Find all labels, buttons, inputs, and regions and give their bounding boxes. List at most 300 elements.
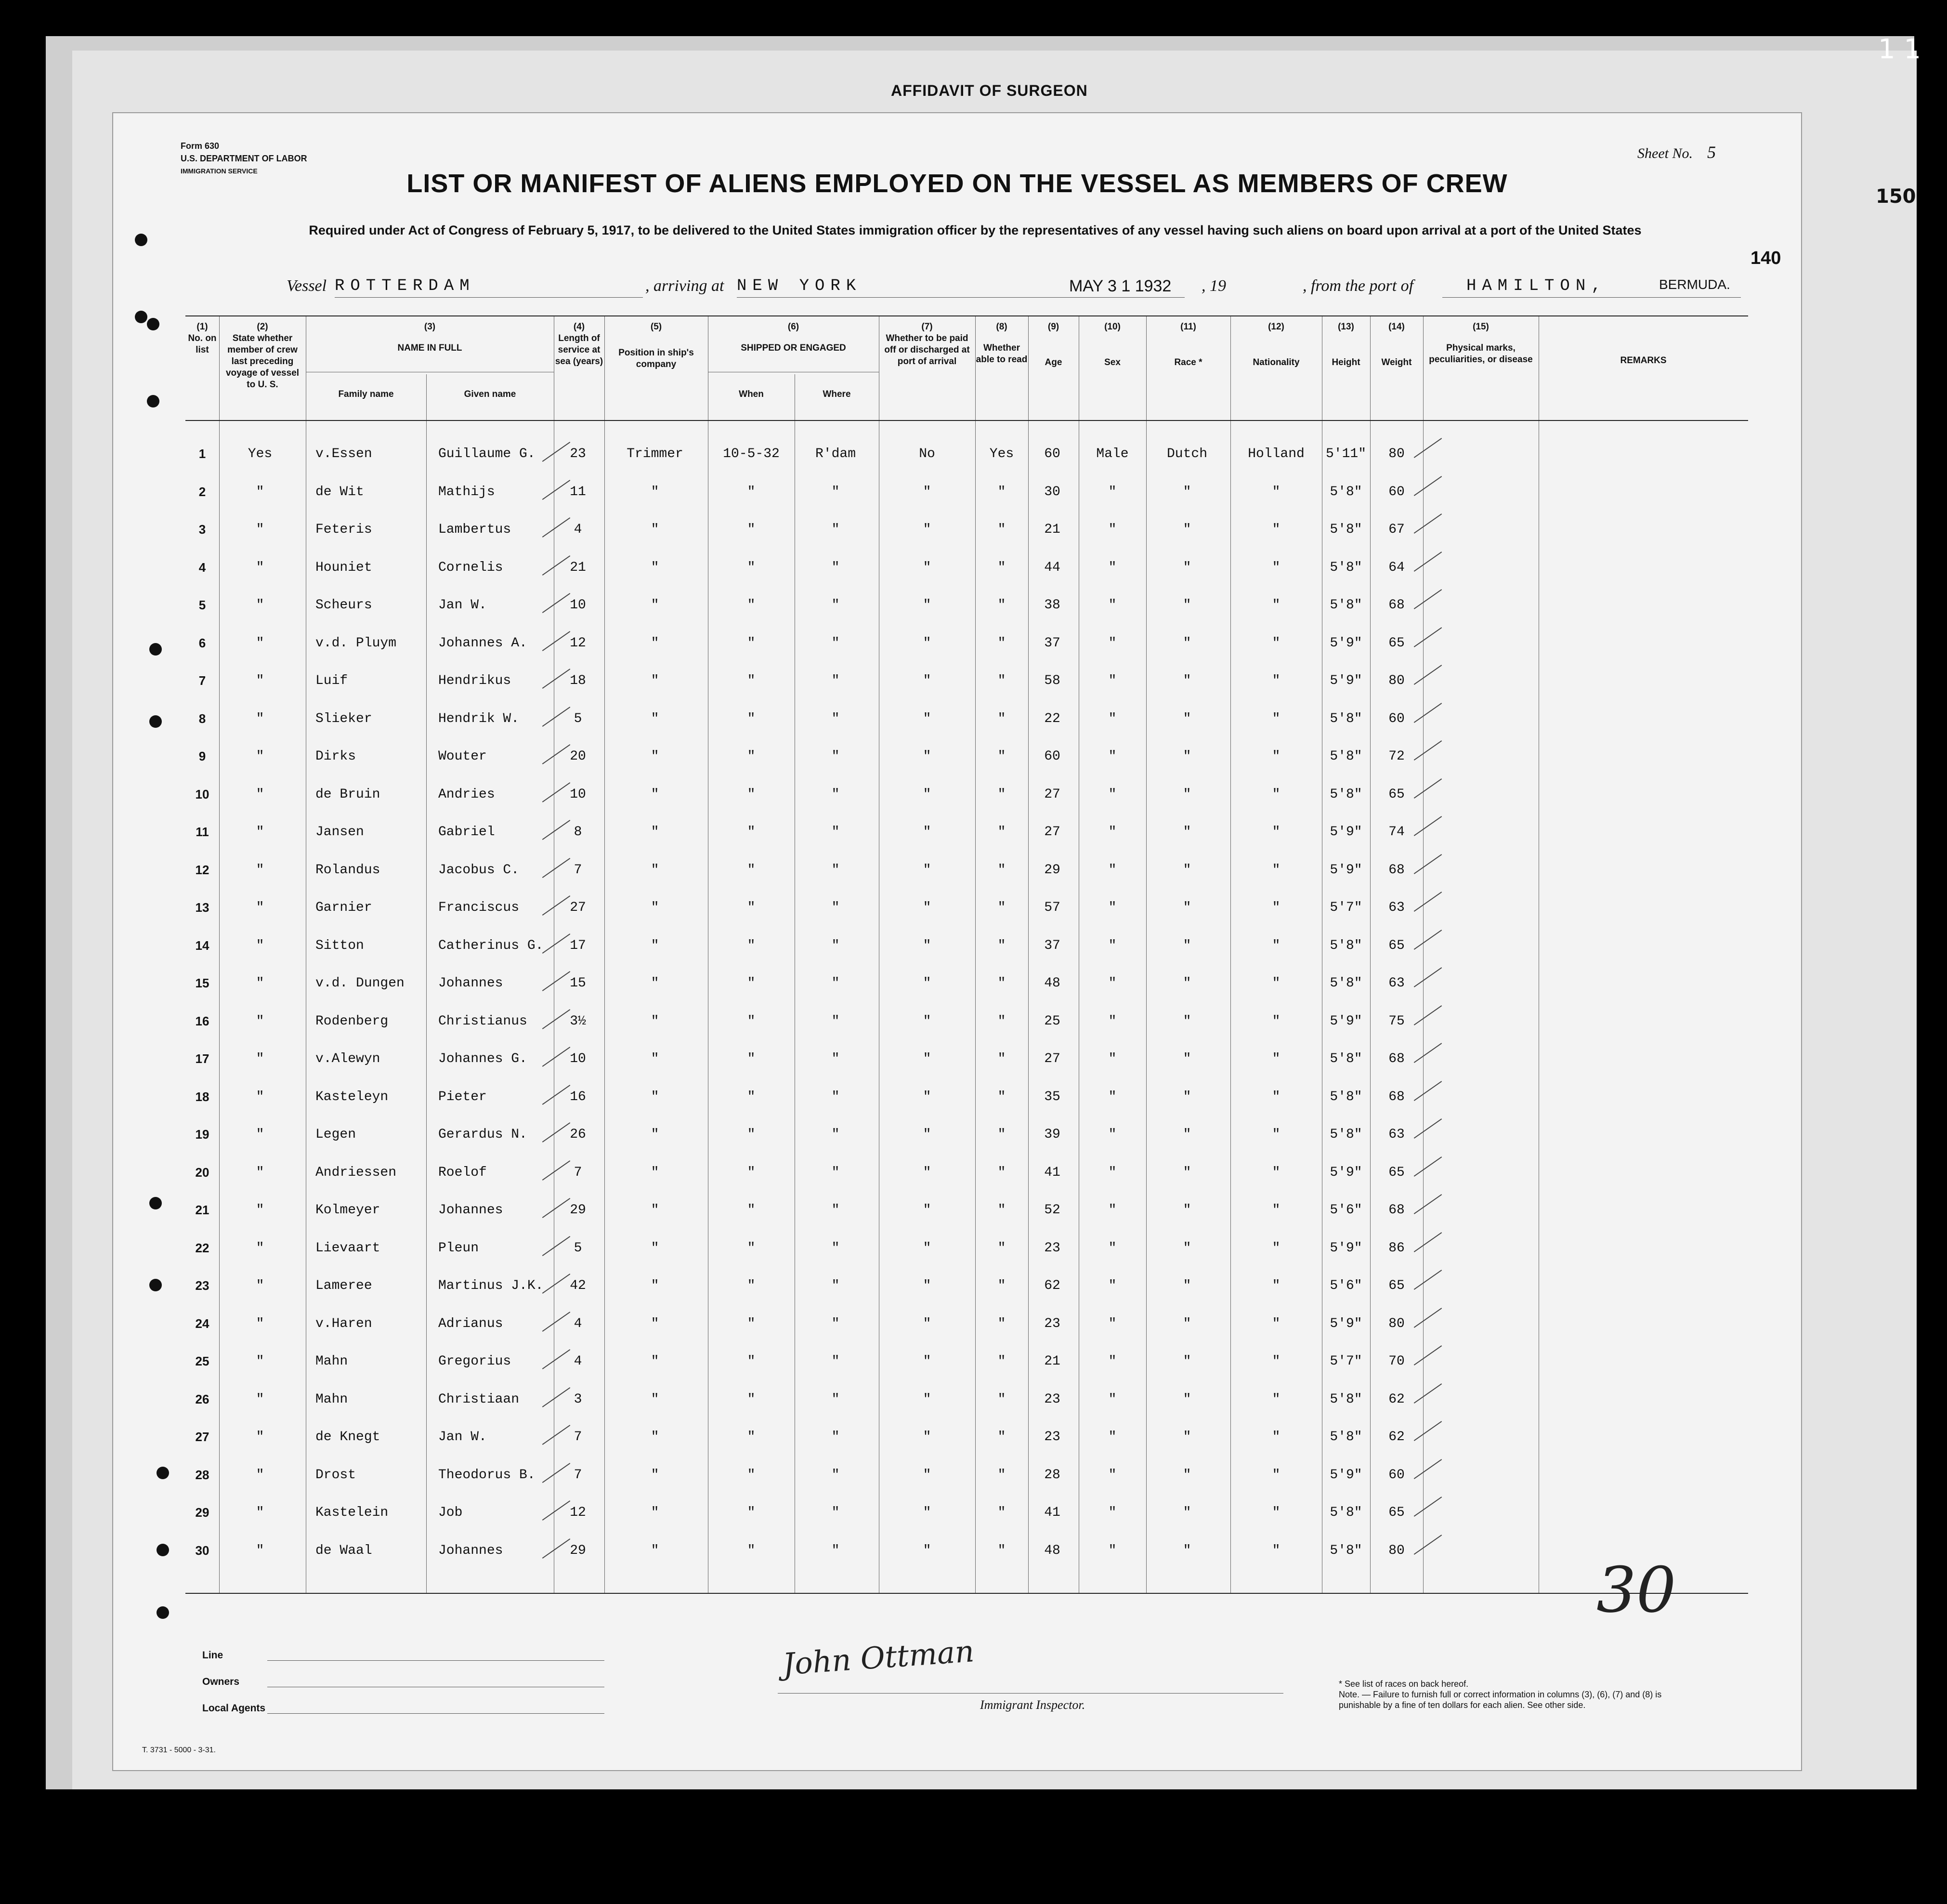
cell-paid-off: " [923,749,931,764]
cell-no: 4 [198,560,206,575]
cell-age: 23 [1044,1316,1060,1331]
check-mark [542,895,570,916]
cell-family: Legen [315,1127,356,1142]
cell-read: " [997,825,1006,840]
cell-race: " [1183,976,1191,991]
col8-num: (8) [996,322,1007,332]
cell-service: 7 [574,862,582,878]
cell-service: 10 [570,598,586,613]
check-mark [1414,1270,1442,1290]
cell-race: " [1183,787,1191,802]
cell-age: 44 [1044,560,1060,575]
cell-paid-off: No [919,446,935,461]
check-mark [1414,1118,1442,1139]
cell-paid-off: " [923,711,931,726]
cell-where: " [831,1430,840,1444]
inspector-label: Immigrant Inspector. [980,1698,1085,1712]
cell-race: " [1183,1316,1191,1331]
col10-label: Sex [1104,357,1121,368]
cell-prev: " [256,598,264,613]
cell-nationality: " [1272,1089,1281,1104]
check-mark [542,1274,570,1294]
cell-position: " [651,976,659,991]
cell-nationality: " [1272,1543,1281,1558]
cell-position: " [651,862,659,878]
cell-race: " [1183,749,1191,764]
check-mark [542,555,570,576]
check-mark [1414,778,1442,799]
cell-weight: 65 [1388,635,1405,651]
col-divider [1370,316,1371,1593]
agents-field [267,1713,604,1714]
col8-label: Whether able to read [976,343,1028,365]
cell-race: " [1183,1127,1191,1142]
cell-service: 27 [570,900,586,915]
cell-age: 48 [1044,1543,1060,1558]
cell-weight: 65 [1388,1165,1405,1180]
cell-read: " [997,938,1006,953]
cell-prev: " [256,1505,264,1520]
arriving-port: NEW YORK [737,277,862,295]
header-rule [185,420,1748,421]
check-mark [1414,1421,1442,1441]
cell-race: " [1183,1203,1191,1218]
check-mark [1414,703,1442,723]
cell-service: 15 [570,976,586,991]
cell-sex: " [1108,1392,1117,1407]
cell-where: " [831,749,840,764]
when-header: When [739,389,764,399]
cell-age: 41 [1044,1165,1060,1180]
cell-prev: " [256,1051,264,1066]
cell-height: 5'8" [1330,484,1362,499]
cell-nationality: " [1272,1354,1281,1369]
check-mark [542,1009,570,1029]
cell-race: " [1183,1467,1191,1483]
cell-sex: " [1108,598,1117,613]
check-mark [542,782,570,802]
cell-read: " [997,560,1006,575]
col11-header [1146,321,1230,368]
cell-read: " [997,1505,1006,1520]
col12-label: Nationality [1253,357,1300,368]
cell-height: 5'9" [1330,1165,1362,1180]
cell-when: " [747,711,756,726]
col6-label: SHIPPED OR ENGAGED [741,343,846,353]
cell-given: Hendrikus [438,673,511,688]
cell-nationality: " [1272,1013,1281,1029]
cell-age: 57 [1044,900,1060,915]
cell-race: " [1183,484,1191,499]
handwritten-total: 30 [1596,1553,1676,1627]
cell-prev: " [256,900,264,915]
cell-family: v.Alewyn [315,1051,380,1066]
punch-hole [147,395,159,407]
col9-num: (9) [1047,322,1059,332]
check-mark [542,1085,570,1105]
cell-given: Theodorus B. [438,1467,536,1483]
cell-nationality: " [1272,711,1281,726]
cell-nationality: " [1272,1127,1281,1142]
cell-sex: " [1108,1543,1117,1558]
cell-no: 29 [195,1505,209,1520]
cell-weight: 60 [1388,1467,1405,1483]
from-label: , from the port of [1303,277,1414,295]
cell-where: " [831,825,840,840]
punch-hole [157,1467,169,1479]
check-mark [1414,1459,1442,1479]
col2-num: (2) [257,322,268,332]
cell-height: 5'8" [1330,1051,1362,1066]
cell-where: " [831,1089,840,1104]
cell-prev: " [256,711,264,726]
cell-paid-off: " [923,1505,931,1520]
cell-family: Feteris [315,522,372,537]
cell-when: " [747,635,756,651]
cell-paid-off: " [923,1127,931,1142]
col15-header [1423,321,1539,366]
cell-sex: " [1108,711,1117,726]
cell-position: " [651,1165,659,1180]
col14-num: (14) [1388,322,1405,332]
cell-weight: 68 [1388,1089,1405,1104]
cell-position: " [651,1203,659,1218]
cell-height: 5'8" [1330,1543,1362,1558]
cell-age: 23 [1044,1430,1060,1444]
col-divider [1146,316,1147,1593]
cell-paid-off: " [923,1354,931,1369]
cell-sex: " [1108,1316,1117,1331]
cell-family: Sitton [315,938,364,953]
cell-family: Houniet [315,560,372,575]
cell-height: 5'9" [1330,825,1362,840]
cell-no: 22 [195,1240,209,1255]
cell-weight: 86 [1388,1240,1405,1256]
signature-line [778,1693,1283,1694]
col3-num: (3) [424,322,436,332]
cell-race: " [1183,1089,1191,1104]
cell-service: 29 [570,1203,586,1218]
underline [737,297,1185,298]
cell-nationality: " [1272,1316,1281,1331]
cell-race: " [1183,1013,1191,1029]
cell-family: Luif [315,673,348,688]
cell-prev: " [256,1316,264,1331]
check-mark [542,442,570,462]
check-mark [1414,1383,1442,1404]
cell-given: Guillaume G. [438,446,536,461]
check-mark [1414,627,1442,647]
col11-num: (11) [1180,322,1196,332]
cell-weight: 68 [1388,1051,1405,1066]
cell-service: 7 [574,1165,582,1180]
cell-paid-off: " [923,560,931,575]
cell-height: 5'8" [1330,711,1362,726]
cell-prev: " [256,825,264,840]
cell-family: v.d. Dungen [315,976,405,991]
col14-label: Weight [1381,357,1412,368]
cell-position: " [651,825,659,840]
check-mark [1414,438,1442,458]
given-name-header: Given name [464,389,516,399]
cell-given: Lambertus [438,522,511,537]
cell-read: " [997,635,1006,651]
cell-no: 26 [195,1392,209,1406]
cell-prev: " [256,560,264,575]
col4-header [554,321,604,368]
cell-height: 5'8" [1330,938,1362,953]
cell-service: 4 [574,1354,582,1369]
punch-hole [135,234,147,246]
cell-given: Johannes [438,976,503,991]
cell-when: " [747,900,756,915]
cell-read: " [997,711,1006,726]
cell-when: " [747,1354,756,1369]
cell-sex: Male [1096,446,1129,461]
footnotes [1339,1679,1705,1710]
col1-num: (1) [196,322,208,332]
cell-where: " [831,938,840,953]
cell-service: 3½ [570,1013,586,1029]
cell-position: " [651,1051,659,1066]
cell-paid-off: " [923,787,931,802]
cell-prev: " [256,1240,264,1256]
cell-no: 20 [195,1165,209,1180]
cell-age: 37 [1044,938,1060,953]
cell-position: " [651,598,659,613]
cell-sex: " [1108,1165,1117,1180]
cell-age: 35 [1044,1089,1060,1104]
cell-nationality: " [1272,1430,1281,1444]
corner-mark-top-right: 1 1 [1878,34,1921,65]
cell-position: " [651,484,659,499]
cell-age: 48 [1044,976,1060,991]
cell-when: " [747,1203,756,1218]
cell-sex: " [1108,976,1117,991]
cell-weight: 80 [1388,1316,1405,1331]
cell-given: Andries [438,787,495,802]
cell-position: " [651,1240,659,1256]
cell-height: 5'11" [1325,446,1367,461]
cell-family: v.Haren [315,1316,372,1331]
cell-when: " [747,1165,756,1180]
cell-family: Andriessen [315,1165,397,1180]
cell-weight: 75 [1388,1013,1405,1029]
cell-height: 5'9" [1330,1316,1362,1331]
cell-when: " [747,1392,756,1407]
cell-family: Rodenberg [315,1013,389,1029]
cell-family: Mahn [315,1354,348,1369]
cell-where: " [831,900,840,915]
col4-num: (4) [573,322,585,332]
cell-weight: 60 [1388,711,1405,726]
cell-given: Johannes A. [438,635,527,651]
cell-sex: " [1108,787,1117,802]
cell-read: " [997,1089,1006,1104]
cell-weight: 72 [1388,749,1405,764]
cell-weight: 68 [1388,598,1405,613]
underline [1442,297,1741,298]
cell-race: " [1183,1240,1191,1256]
manifest-sheet [113,113,1801,1770]
cell-family: Rolandus [315,862,380,878]
cell-race: " [1183,1354,1191,1369]
cell-age: 37 [1044,635,1060,651]
cell-height: 5'7" [1330,900,1362,915]
check-mark [542,1500,570,1521]
cell-read: " [997,1430,1006,1444]
cell-nationality: " [1272,1392,1281,1407]
cell-weight: 67 [1388,522,1405,537]
col14-header [1370,321,1423,368]
col13-num: (13) [1338,322,1354,332]
cell-position: " [651,1316,659,1331]
cell-when: " [747,862,756,878]
cell-service: 11 [570,484,586,499]
cell-position: " [651,1089,659,1104]
cell-age: 39 [1044,1127,1060,1142]
cell-race: " [1183,711,1191,726]
cell-when: " [747,560,756,575]
cell-where: " [831,1505,840,1520]
check-mark [1414,1308,1442,1328]
cell-family: Slieker [315,711,372,726]
cell-nationality: Holland [1248,446,1305,461]
check-mark [542,1538,570,1559]
cell-weight: 80 [1388,673,1405,688]
check-mark [542,820,570,840]
cell-height: 5'8" [1330,1089,1362,1104]
cell-no: 3 [198,522,206,537]
cell-family: de Waal [315,1543,372,1558]
cell-nationality: " [1272,825,1281,840]
cell-nationality: " [1272,1467,1281,1483]
col5-label: Position in ship's company [618,348,694,369]
cell-height: 5'8" [1330,560,1362,575]
cell-when: " [747,522,756,537]
col12-num: (12) [1268,322,1284,332]
cell-no: 8 [198,711,206,726]
cell-race: " [1183,1165,1191,1180]
cell-sex: " [1108,560,1117,575]
check-mark [1414,740,1442,761]
col15-num: (15) [1473,322,1489,332]
check-mark [1414,1194,1442,1214]
col-divider [1028,316,1029,1593]
cell-service: 10 [570,1051,586,1066]
cell-family: Lievaart [315,1240,380,1256]
check-mark [542,517,570,538]
cell-weight: 62 [1388,1392,1405,1407]
punch-hole [135,311,147,323]
col10-header [1079,321,1146,368]
col-divider [1230,316,1231,1593]
cell-prev: " [256,1392,264,1407]
cell-age: 62 [1044,1278,1060,1293]
check-mark [542,1160,570,1181]
cell-position: " [651,1278,659,1293]
cell-position: " [651,1013,659,1029]
check-mark [1414,1005,1442,1025]
cell-read: " [997,598,1006,613]
cell-prev: Yes [248,446,273,461]
cell-family: Kasteleyn [315,1089,389,1104]
line-field [267,1660,604,1661]
cell-position: Trimmer [627,446,683,461]
col-divider [1423,316,1424,1593]
cell-where: " [831,862,840,878]
cell-service: 23 [570,446,586,461]
cell-position: " [651,1392,659,1407]
cell-age: 52 [1044,1203,1060,1218]
cell-read: " [997,1316,1006,1331]
cell-service: 4 [574,522,582,537]
agents-label: Local Agents [202,1703,266,1714]
cell-where: " [831,673,840,688]
cell-when: " [747,1013,756,1029]
check-mark [1414,1535,1442,1555]
cell-position: " [651,1467,659,1483]
cell-paid-off: " [923,1165,931,1180]
cell-when: " [747,1316,756,1331]
cell-no: 25 [195,1354,209,1368]
cell-service: 16 [570,1089,586,1104]
cell-race: " [1183,598,1191,613]
cell-position: " [651,522,659,537]
cell-prev: " [256,749,264,764]
cell-read: Yes [989,446,1014,461]
cell-nationality: " [1272,1051,1281,1066]
cell-prev: " [256,522,264,537]
cell-given: Franciscus [438,900,520,915]
sheet-number-label: Sheet No. [1637,145,1693,161]
col-divider [975,316,976,1593]
cell-height: 5'8" [1330,976,1362,991]
cell-nationality: " [1272,862,1281,878]
check-mark [542,1463,570,1483]
cell-position: " [651,938,659,953]
cell-prev: " [256,938,264,953]
cell-service: 12 [570,635,586,651]
sheet-number [1637,142,1716,162]
cell-no: 10 [195,787,209,801]
cell-paid-off: " [923,1203,931,1218]
cell-sex: " [1108,522,1117,537]
owners-label: Owners [202,1676,240,1687]
cell-position: " [651,673,659,688]
check-mark [542,971,570,991]
cell-service: 42 [570,1278,586,1293]
cell-given: Mathijs [438,484,495,499]
where-header: Where [823,389,851,399]
cell-position: " [651,1543,659,1558]
sheet-number-value: 5 [1707,143,1716,162]
cell-where: " [831,787,840,802]
cell-paid-off: " [923,976,931,991]
cell-weight: 65 [1388,1505,1405,1520]
cell-where: " [831,1240,840,1256]
cell-position: " [651,1354,659,1369]
cell-family: Kolmeyer [315,1203,380,1218]
cell-no: 1 [198,446,206,461]
cell-paid-off: " [923,1316,931,1331]
cell-when: 10-5-32 [723,446,780,461]
cell-sex: " [1108,673,1117,688]
cell-no: 30 [195,1543,209,1558]
cell-no: 16 [195,1013,209,1028]
check-mark [542,631,570,651]
cell-race: " [1183,673,1191,688]
